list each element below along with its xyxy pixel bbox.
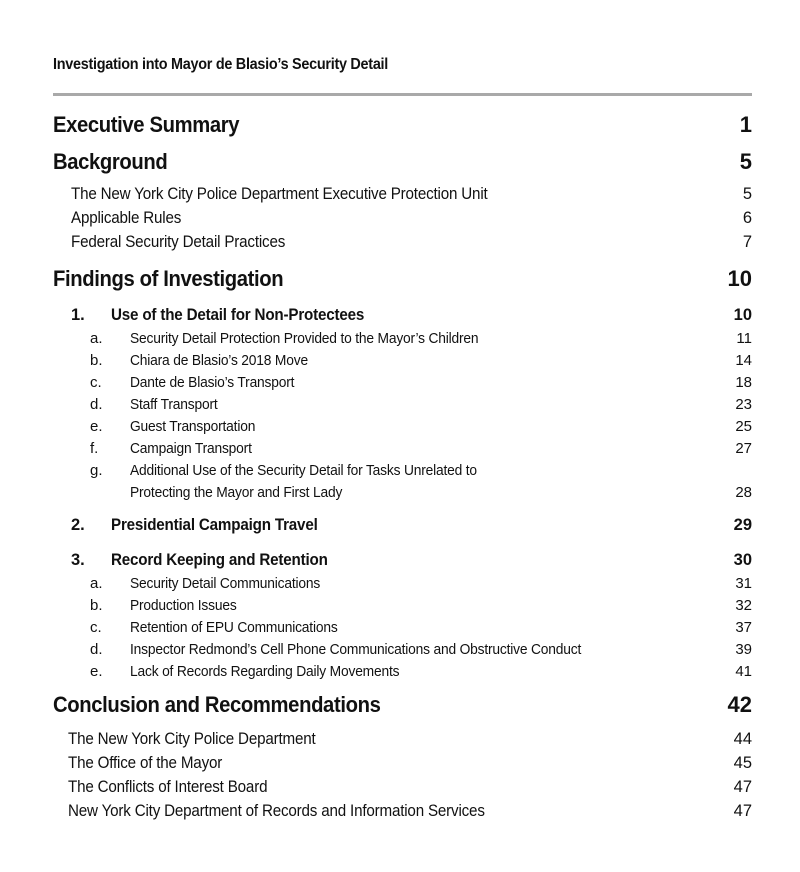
toc-entry-title: Security Detail Communications xyxy=(130,575,321,592)
toc-page-number: 41 xyxy=(735,663,752,680)
toc-page-number: 5 xyxy=(742,185,752,203)
toc-entry-title: Presidential Campaign Travel xyxy=(111,516,318,534)
subsection-letter: g. xyxy=(90,462,103,479)
subsection-letter: b. xyxy=(90,597,103,614)
toc-page-number: 47 xyxy=(733,802,752,820)
subsection-letter: d. xyxy=(90,396,103,413)
toc-page-number: 25 xyxy=(735,418,752,435)
toc-entry-title: The New York City Police Department xyxy=(68,730,316,748)
toc-entry-title: Record Keeping and Retention xyxy=(111,551,328,569)
toc-entry-title: The Conflicts of Interest Board xyxy=(68,778,268,796)
section-number: 3. xyxy=(71,551,85,569)
toc-page-number: 11 xyxy=(736,330,752,347)
toc-entry-title: Executive Summary xyxy=(53,112,240,137)
toc-entry-title: Staff Transport xyxy=(130,396,218,413)
toc-page-number: 37 xyxy=(735,619,752,636)
toc-entry-title: Lack of Records Regarding Daily Movements xyxy=(130,663,400,680)
toc-entry-title: Background xyxy=(53,149,168,174)
toc-entry-title: New York City Department of Records and Information Services xyxy=(68,802,485,820)
toc-page-number: 18 xyxy=(735,374,752,391)
toc-page-number: 39 xyxy=(735,641,752,658)
subsection-letter: d. xyxy=(90,641,103,658)
running-header: Investigation into Mayor de Blasio’s Security Detail xyxy=(53,56,389,73)
subsection-letter: e. xyxy=(90,663,103,680)
subsection-letter: b. xyxy=(90,352,103,369)
subsection-letter: e. xyxy=(90,418,103,435)
toc-page-number: 1 xyxy=(739,112,752,137)
toc-page-number: 44 xyxy=(733,730,752,748)
toc-page-number: 31 xyxy=(735,575,752,592)
toc-page-number: 29 xyxy=(733,516,752,534)
section-number: 2. xyxy=(71,516,85,534)
toc-entry-title: Security Detail Protection Provided to the Mayor’s Children xyxy=(130,330,479,347)
toc-page-number: 47 xyxy=(733,778,752,796)
header-rule xyxy=(53,93,752,96)
toc-page-number: 30 xyxy=(733,551,752,569)
toc-entry-title: Inspector Redmond’s Cell Phone Communications and Obstructive Conduct xyxy=(130,641,582,658)
toc-entry-title: Guest Transportation xyxy=(130,418,256,435)
toc-page-number: 7 xyxy=(742,233,752,251)
toc-entry-title: Conclusion and Recommendations xyxy=(53,692,381,717)
toc-entry-title: The Office of the Mayor xyxy=(68,754,223,772)
toc-page-number: 10 xyxy=(733,306,752,324)
toc-entry-title: Dante de Blasio’s Transport xyxy=(130,374,295,391)
toc-page-number: 28 xyxy=(735,484,752,501)
subsection-letter: f. xyxy=(90,440,99,457)
toc-page-number: 45 xyxy=(733,754,752,772)
toc-entry-title: Chiara de Blasio’s 2018 Move xyxy=(130,352,308,369)
toc-page-number: 42 xyxy=(727,692,752,717)
toc-page-number: 6 xyxy=(742,209,752,227)
toc-entry-title: Production Issues xyxy=(130,597,237,614)
toc-page-number: 23 xyxy=(735,396,752,413)
subsection-letter: c. xyxy=(90,374,102,391)
toc-entry-title: The New York City Police Department Executive Protection Unit xyxy=(71,185,488,203)
toc-entry-title: Campaign Transport xyxy=(130,440,252,457)
toc-entry-title-continued: Protecting the Mayor and First Lady xyxy=(130,484,343,501)
toc-entry-title: Use of the Detail for Non-Protectees xyxy=(111,306,365,324)
toc-page-number: 27 xyxy=(735,440,752,457)
toc-entry-title: Applicable Rules xyxy=(71,209,182,227)
toc-page-number: 32 xyxy=(735,597,752,614)
toc-entry-title: Retention of EPU Communications xyxy=(130,619,338,636)
toc-page-number: 10 xyxy=(727,266,752,291)
toc-entry-title: Additional Use of the Security Detail for Tasks Unrelated to xyxy=(130,462,477,479)
toc-entry-title: Findings of Investigation xyxy=(53,266,284,291)
toc-page-number: 5 xyxy=(739,149,752,174)
subsection-letter: a. xyxy=(90,575,103,592)
toc-page-number: 14 xyxy=(735,352,752,369)
subsection-letter: a. xyxy=(90,330,103,347)
subsection-letter: c. xyxy=(90,619,102,636)
section-number: 1. xyxy=(71,306,85,324)
toc-entry-title: Federal Security Detail Practices xyxy=(71,233,286,251)
